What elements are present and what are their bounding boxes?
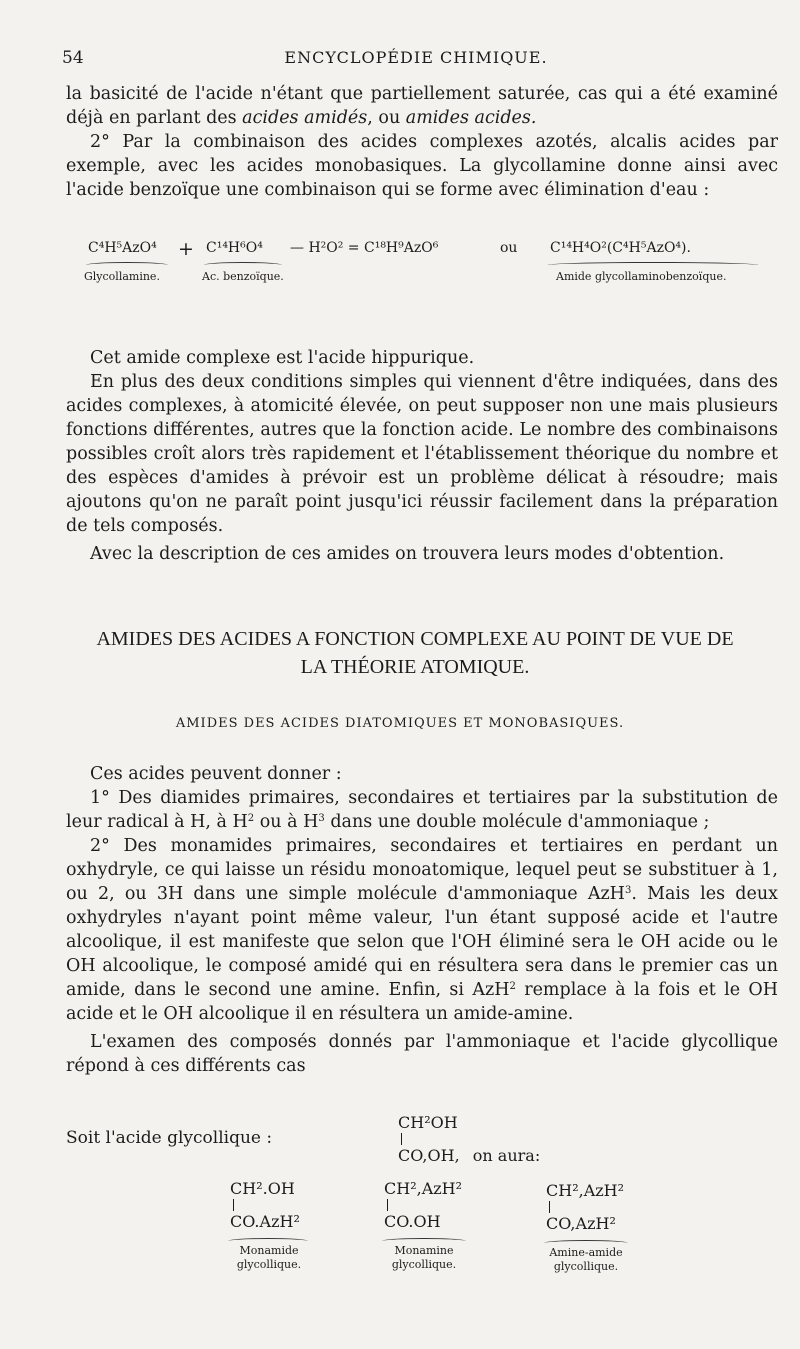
label-hippuric-amide: Amide glycollaminobenzoïque.: [556, 270, 727, 283]
glycollic-bottom: CO,OH,: [398, 1146, 460, 1165]
emphasis-acides-amides: acides amidés: [242, 108, 368, 128]
section-text-block: [66, 762, 778, 1078]
section-title-line2: LA THÉORIE ATOMIQUE.: [300, 656, 530, 678]
glycollic-top: CH²OH: [398, 1113, 458, 1132]
equation-plus: +: [178, 238, 194, 260]
glycollic-tail: on aura:: [472, 1146, 541, 1165]
paragraph-hippurique: Cet amide complexe est l'acide hippurique.: [90, 348, 475, 368]
hippuric-text-block: [66, 346, 778, 566]
compound-bottom: CO.AzH²: [230, 1212, 300, 1231]
paragraph-monamides: 2° Des monamides primaires, secondaires et tertiaires en perdant un oxhydryle, ce qui laisse un résidu monoatomique, lequel peut se substituer à 1, ou 2, ou 3H dans une simple molécule d'ammoniaque AzH$^3$. Mais les deux oxhydryles n'ayant point même valeur, l'un étant supposé acide et l'autre alcoolique, il est manifeste que selon que l'OH éliminé sera le OH acide ou le OH alcoolique, le composé amidé qui en résultera sera dans le premier cas un amide, dans le second une amine. Enfin, si AzH$^2$ remplace à la fois et le OH acide et le OH alcoolique il en résultera un amide-amine.: [66, 836, 779, 1024]
running-title: ENCYCLOPÉDIE CHIMIQUE.: [284, 48, 548, 67]
brace-benzoic: [204, 262, 282, 268]
equation-term-hippuric: C¹⁴H⁴O²(C⁴H⁵AzO⁴).: [550, 240, 691, 256]
paragraph-ces-acides: Ces acides peuvent donner :: [90, 764, 342, 784]
label-benzoic: Ac. benzoïque.: [202, 270, 284, 283]
compound-bottom: CO.OH: [384, 1212, 441, 1231]
bond-line: [233, 1199, 235, 1211]
compound-top: CH².OH: [230, 1179, 295, 1198]
paragraph-conditions: En plus des deux conditions simples qui viennent d'être indiquées, dans des acides complexes, à atomicité élevée, on peut supposer non une mais plusieurs fonctions différentes, autres que la fonction acide. Le nombre des combinaisons possibles croît alors très rapidement et l'établissement théorique du nombre et des espèces d'amides à prévoir est un problème délicat à résoudre; mais ajoutons qu'on ne paraît point jusqu'ici réussir facilement dans la préparation de tels composés.: [66, 372, 778, 536]
equation-term-benzoic: C¹⁴H⁶O⁴: [206, 240, 263, 256]
glycollic-structure: [398, 1112, 540, 1166]
equation-term-glycollamine: C⁴H⁵AzO⁴: [88, 240, 157, 256]
glycollic-intro: Soit l'acide glycollique :: [66, 1128, 273, 1148]
compound-top: CH²,AzH²: [546, 1181, 625, 1200]
caption-monamine: Monamine glycollique.: [391, 1244, 457, 1271]
caption-amine-amide: Amine-amide glycollique.: [549, 1246, 623, 1273]
caption-monamide: Monamide glycollique.: [236, 1244, 302, 1271]
compound-amine-amide: [546, 1180, 624, 1234]
paragraph-basicite: la basicité de l'acide n'étant que partiellement saturée, cas qui a été examiné déjà en parlant des acides amidés, ou amides acides.: [66, 84, 778, 128]
paragraph-description: Avec la description de ces amides on trouvera leurs modes d'obtention.: [90, 544, 725, 564]
compound-bottom: CO,AzH²: [546, 1214, 616, 1233]
label-glycollamine: Glycollamine.: [84, 270, 160, 283]
page-number: 54: [62, 48, 84, 68]
paragraph-diamides: 1° Des diamides primaires, secondaires et tertiaires par la substitution de leur radical à H, à $H^2$ ou à $H^3$ dans une double molécule d'ammoniaque ;: [66, 788, 778, 832]
intro-text-block: [66, 82, 778, 202]
compound-top: CH²,AzH²: [384, 1179, 463, 1198]
emphasis-amides-acides: amides acides.: [405, 108, 537, 128]
equation-term-product: — H²O² = C¹⁸H⁹AzO⁶: [290, 240, 439, 256]
bond-line: [387, 1199, 389, 1211]
bond-line: [549, 1201, 551, 1213]
section-title-line1: AMIDES DES ACIDES A FONCTION COMPLEXE AU POINT DE VUE DE: [96, 628, 734, 650]
subsection-title: AMIDES DES ACIDES DIATOMIQUES ET MONOBASIQUES.: [175, 716, 625, 731]
paragraph-combinaison: 2° Par la combinaison des acides complexes azotés, alcalis acides par exemple, avec les acides monobasiques. La glycollamine donne ainsi avec l'acide benzoïque une combinaison qui se forme avec élimination d'eau :: [66, 132, 778, 200]
compound-monamine: [384, 1178, 462, 1232]
bond-line: [401, 1133, 403, 1145]
compound-monamide: [230, 1178, 300, 1232]
equation-ou: ou: [500, 240, 518, 256]
page-header: [62, 48, 770, 72]
paragraph-examen: L'examen des composés donnés par l'ammoniaque et l'acide glycollique répond à ces différents cas: [66, 1032, 778, 1076]
brace-hippuric: [548, 262, 758, 268]
brace-glycollamine: [86, 262, 168, 268]
